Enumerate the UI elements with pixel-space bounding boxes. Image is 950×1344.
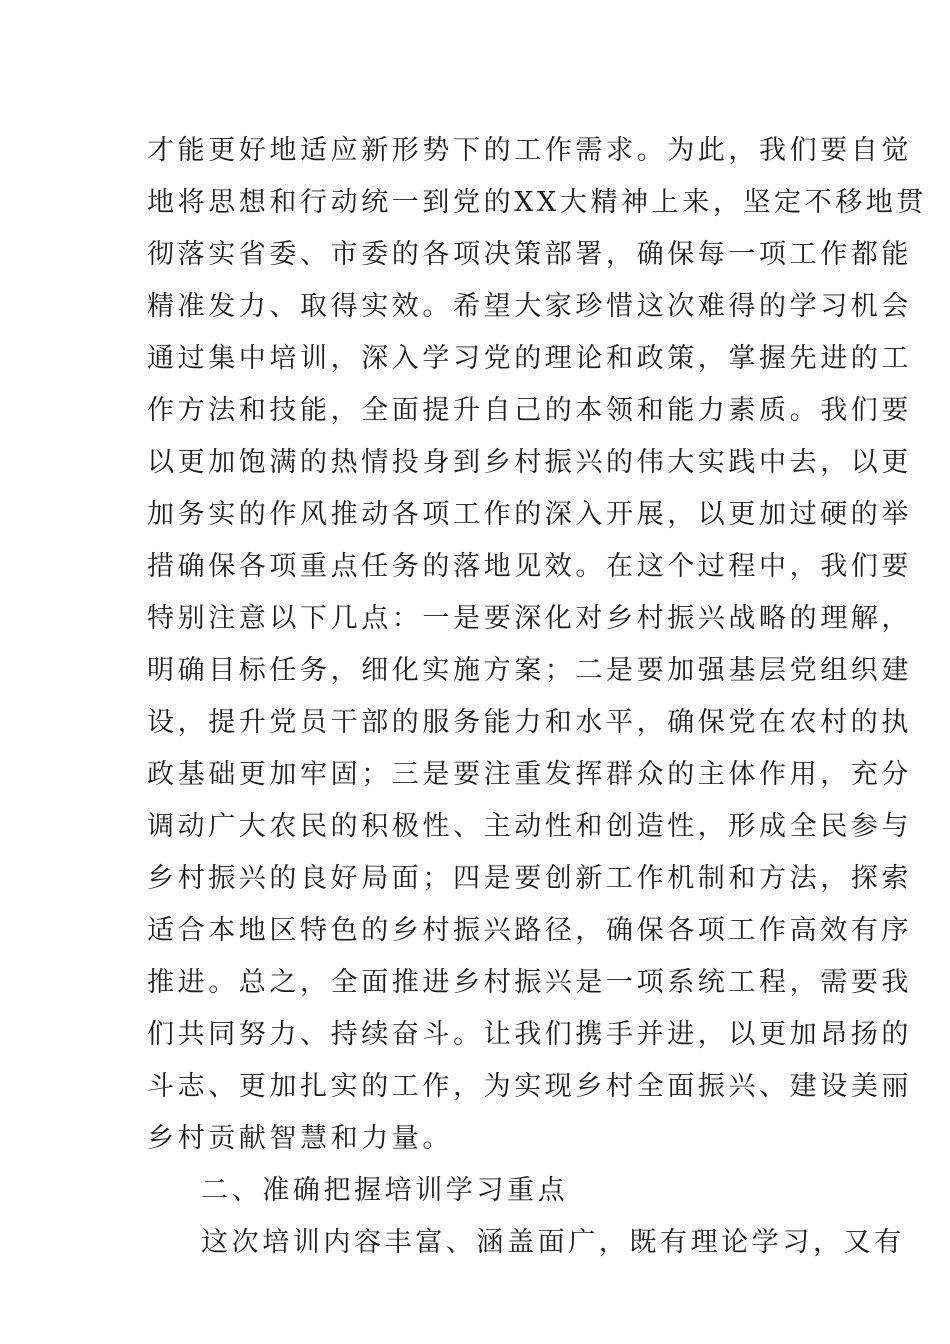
- paragraph-line: 明确目标任务，细化实施方案；二是要加强基层党组织建: [147, 655, 912, 686]
- paragraph-line: 调动广大农民的积极性、主动性和创造性，形成全民参与: [147, 811, 912, 842]
- body-text: [147, 125, 928, 1269]
- paragraph-line: 彻落实省委、市委的各项决策部署，确保每一项工作都能: [147, 239, 912, 270]
- section-heading: 二、准确把握培训学习重点: [201, 1175, 569, 1206]
- paragraph-line: 政基础更加牢固；三是要注重发挥群众的主体作用，充分: [147, 759, 912, 790]
- paragraph-line: 推进。总之，全面推进乡村振兴是一项系统工程，需要我: [147, 967, 912, 998]
- paragraph-line: 这次培训内容丰富、涵盖面广，既有理论学习，又有: [201, 1227, 905, 1258]
- paragraph-line: 适合本地区特色的乡村振兴路径，确保各项工作高效有序: [147, 915, 912, 946]
- paragraph-line: 特别注意以下几点：一是要深化对乡村振兴战略的理解，: [147, 603, 912, 634]
- paragraph-line: 斗志、更加扎实的工作，为实现乡村全面振兴、建设美丽: [147, 1071, 912, 1102]
- paragraph-line: 才能更好地适应新形势下的工作需求。为此，我们要自觉: [147, 135, 912, 166]
- paragraph-line: 加务实的作风推动各项工作的深入开展，以更加过硬的举: [147, 499, 912, 530]
- paragraph-line: 乡村振兴的良好局面；四是要创新工作机制和方法，探索: [147, 863, 912, 894]
- paragraph-line: 地将思想和行动统一到党的XX大精神上来，坚定不移地贯: [147, 187, 928, 218]
- paragraph-line: 以更加饱满的热情投身到乡村振兴的伟大实践中去，以更: [147, 447, 912, 478]
- paragraph-line: 乡村贡献智慧和力量。: [147, 1123, 453, 1154]
- paragraph-line: 作方法和技能，全面提升自己的本领和能力素质。我们要: [147, 395, 912, 426]
- paragraph-line: 们共同努力、持续奋斗。让我们携手并进，以更加昂扬的: [147, 1019, 912, 1050]
- paragraph-line: 措确保各项重点任务的落地见效。在这个过程中，我们要: [147, 551, 912, 582]
- paragraph-line: 精准发力、取得实效。希望大家珍惜这次难得的学习机会: [147, 291, 912, 322]
- paragraph-line: 通过集中培训，深入学习党的理论和政策，掌握先进的工: [147, 343, 912, 374]
- paragraph-line: 设，提升党员干部的服务能力和水平，确保党在农村的执: [147, 707, 912, 738]
